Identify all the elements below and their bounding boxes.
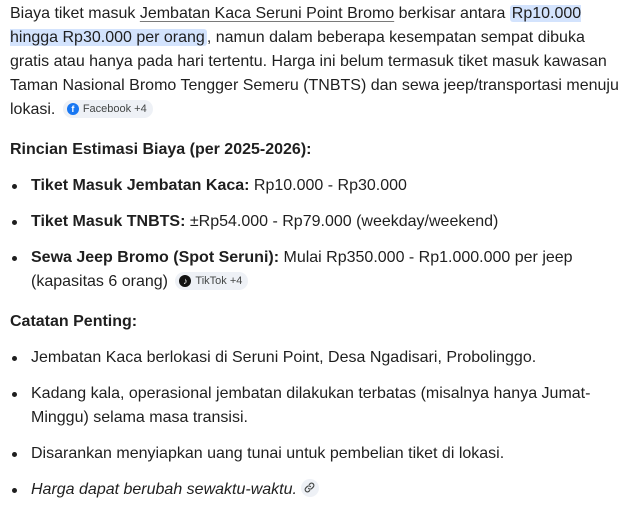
source-chip-label: TikTok +4 <box>195 275 243 287</box>
catatan-list <box>10 346 625 502</box>
intro-paragraph <box>10 0 622 122</box>
jembatan-kaca-link[interactable]: Jembatan Kaca Seruni Point Bromo <box>139 5 395 22</box>
italic-note: Harga dapat berubah sewaktu-waktu. <box>31 481 297 498</box>
tiktok-icon: ♪ <box>179 275 191 287</box>
source-chip-tiktok[interactable] <box>175 272 248 290</box>
rincian-heading: Rincian Estimasi Biaya (per 2025-2026): <box>10 141 312 158</box>
source-chip-label: Facebook +4 <box>82 103 147 115</box>
intro-text-2: berkisar antara <box>394 5 510 22</box>
item-value: Rp10.000 - Rp30.000 <box>249 177 407 194</box>
catatan-heading: Catatan Penting: <box>10 313 138 330</box>
list-item: Kadang kala, operasional jembatan dilakukan terbatas (misalnya hanya Jumat-Minggu) selama masa transisi. <box>10 382 625 430</box>
list-item: Disarankan menyiapkan uang tunai untuk pembelian tiket di lokasi. <box>10 442 625 466</box>
item-value: ±Rp54.000 - Rp79.000 (weekday/weekend) <box>185 213 499 230</box>
item-label: Sewa Jeep Bromo (Spot Seruni): <box>31 249 280 266</box>
item-value: Mulai Rp350.000 - Rp1.000.000 per jeep (kapasitas 6 orang) <box>31 249 573 290</box>
intro-text-3: , namun dalam beberapa kesempatan sempat dibuka gratis atau hanya pada hari tertentu. Harga ini belum termasuk tiket masuk kawasan Taman Nasional Bromo Tengger Semeru (TNBTS) dan sewa jeep/transportasi menuju lokasi. <box>10 29 619 118</box>
item-label: Tiket Masuk TNBTS: <box>31 213 186 230</box>
list-item <box>10 246 625 294</box>
source-link-chip[interactable] <box>301 479 319 497</box>
intro-text-1: Biaya tiket masuk <box>10 5 140 22</box>
price-highlight[interactable]: Rp10.000 hingga Rp30.000 per orang <box>10 5 582 46</box>
list-item <box>10 478 625 502</box>
list-item: Jembatan Kaca berlokasi di Seruni Point, Desa Ngadisari, Probolinggo. <box>10 346 625 370</box>
facebook-icon: f <box>67 103 79 115</box>
link-icon <box>304 482 315 493</box>
item-label: Tiket Masuk Jembatan Kaca: <box>31 177 250 194</box>
source-chip-facebook[interactable] <box>63 100 153 118</box>
rincian-list <box>10 174 625 294</box>
list-item <box>10 174 625 198</box>
list-item <box>10 210 625 234</box>
